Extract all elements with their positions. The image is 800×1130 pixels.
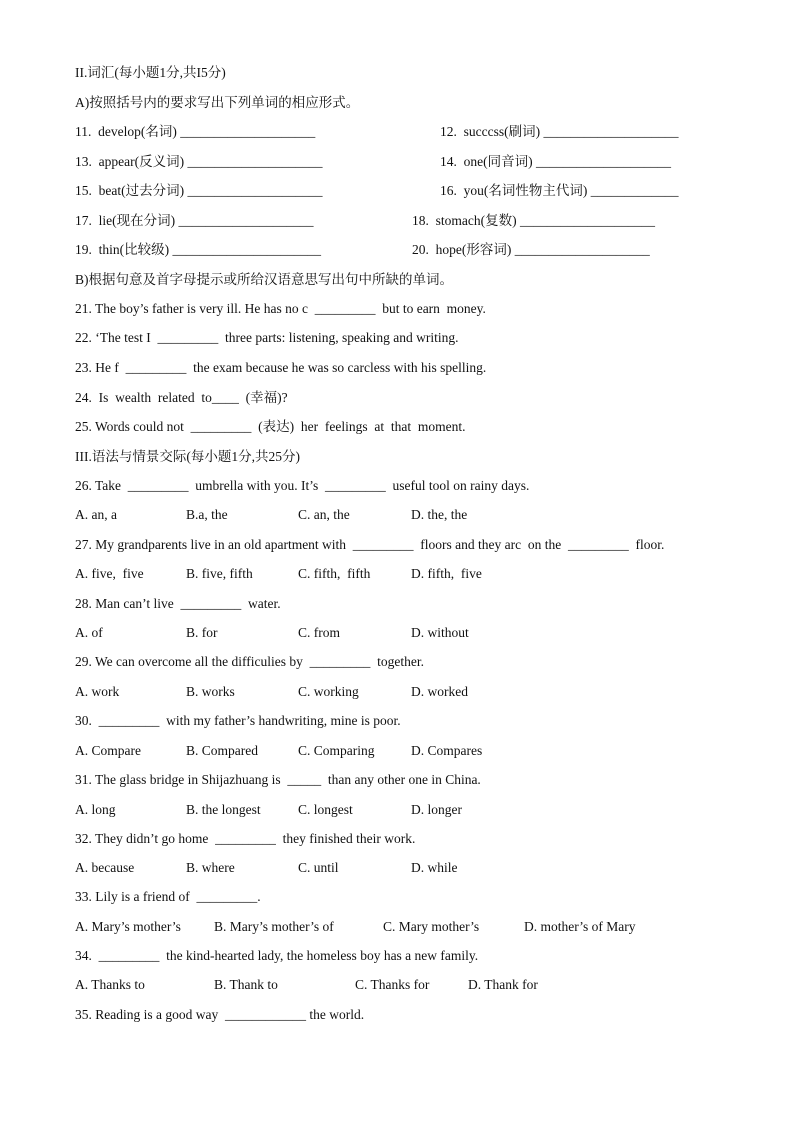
sentence-21: 21. The boy’s father is very ill. He has no c _________ but to earn money. [75,301,486,316]
option-27-d: D. fifth, five [411,566,482,581]
item-17: 17. lie(现在分词) ____________________ [75,213,314,228]
option-34-c: C. Thanks for [355,977,430,992]
option-33-b: B. Mary’s mother’s of [214,919,334,934]
option-26-c: C. an, the [298,507,350,522]
option-31-b: B. the longest [186,802,261,817]
option-30-c: C. Comparing [298,743,375,758]
item-11: 11. develop(名词) ____________________ [75,124,316,139]
question-26: 26. Take _________ umbrella with you. It’s _________ useful tool on rainy days. [75,478,530,493]
option-30-d: D. Compares [411,743,483,758]
section3-title: III.语法与情景交际(每小题1分,共25分) [75,449,300,464]
option-29-b: B. works [186,684,235,699]
item-13: 13. appear(反义词) ____________________ [75,154,323,169]
option-33-d: D. mother’s of Mary [524,919,636,934]
option-33-c: C. Mary mother’s [383,919,480,934]
option-31-c: C. longest [298,802,353,817]
option-28-a: A. of [75,625,103,640]
question-27: 27. My grandparents live in an old apartment with _________ floors and they arc on the _________ floor. [75,537,665,552]
option-26-a: A. an, a [75,507,117,522]
option-26-d: D. the, the [411,507,468,522]
question-30: 30. _________ with my father’s handwriting, mine is poor. [75,713,401,728]
question-31: 31. The glass bridge in Shijazhuang is _____ than any other one in China. [75,772,481,787]
option-29-d: D. worked [411,684,468,699]
item-12: 12. succcss(刷词) ____________________ [440,124,679,139]
sentence-24: 24. Is wealth related to____ (幸福)? [75,390,288,405]
option-29-c: C. working [298,684,359,699]
item-19: 19. thin(比较级) ______________________ [75,242,321,257]
option-28-d: D. without [411,625,469,640]
question-35: 35. Reading is a good way ____________ the world. [75,1007,365,1022]
option-31-a: A. long [75,802,116,817]
item-18: 18. stomach(复数) ____________________ [412,213,655,228]
option-34-b: B. Thank to [214,977,278,992]
option-29-a: A. work [75,684,120,699]
option-26-b: B.a, the [186,507,228,522]
question-32: 32. They didn’t go home _________ they finished their work. [75,831,416,846]
option-33-a: A. Mary’s mother’s [75,919,181,934]
question-29: 29. We can overcome all the difficulies by _________ together. [75,654,424,669]
part-a-instruction: A)按照括号内的要求写出下列单词的相应形式。 [75,95,360,110]
option-32-b: B. where [186,860,235,875]
option-31-d: D. longer [411,802,462,817]
option-28-c: C. from [298,625,340,640]
sentence-23: 23. He f _________ the exam because he was so carcless with his spelling. [75,360,487,375]
item-16: 16. you(名词性物主代词) _____________ [440,183,679,198]
option-27-c: C. fifth, fifth [298,566,371,581]
option-28-b: B. for [186,625,218,640]
option-34-d: D. Thank for [468,977,538,992]
question-34: 34. _________ the kind-hearted lady, the homeless boy has a new family. [75,948,479,963]
question-33: 33. Lily is a friend of _________. [75,889,261,904]
option-27-b: B. five, fifth [186,566,253,581]
option-32-a: A. because [75,860,135,875]
sentence-25: 25. Words could not _________ (表达) her feelings at that moment. [75,419,466,434]
option-32-c: C. until [298,860,339,875]
option-27-a: A. five, five [75,566,144,581]
item-14: 14. one(同音词) ____________________ [440,154,671,169]
option-30-a: A. Compare [75,743,141,758]
sentence-22: 22. ‘The test I _________ three parts: listening, speaking and writing. [75,330,459,345]
option-30-b: B. Compared [186,743,258,758]
item-20: 20. hope(形容词) ____________________ [412,242,650,257]
option-34-a: A. Thanks to [75,977,145,992]
section2-title: II.词汇(每小题1分,共I5分) [75,65,226,80]
option-32-d: D. while [411,860,458,875]
item-15: 15. beat(过去分词) ____________________ [75,183,323,198]
part-b-instruction: B)根据句意及首字母提示或所给汉语意思写出句中所缺的单词。 [75,272,453,287]
question-28: 28. Man can’t live _________ water. [75,596,281,611]
